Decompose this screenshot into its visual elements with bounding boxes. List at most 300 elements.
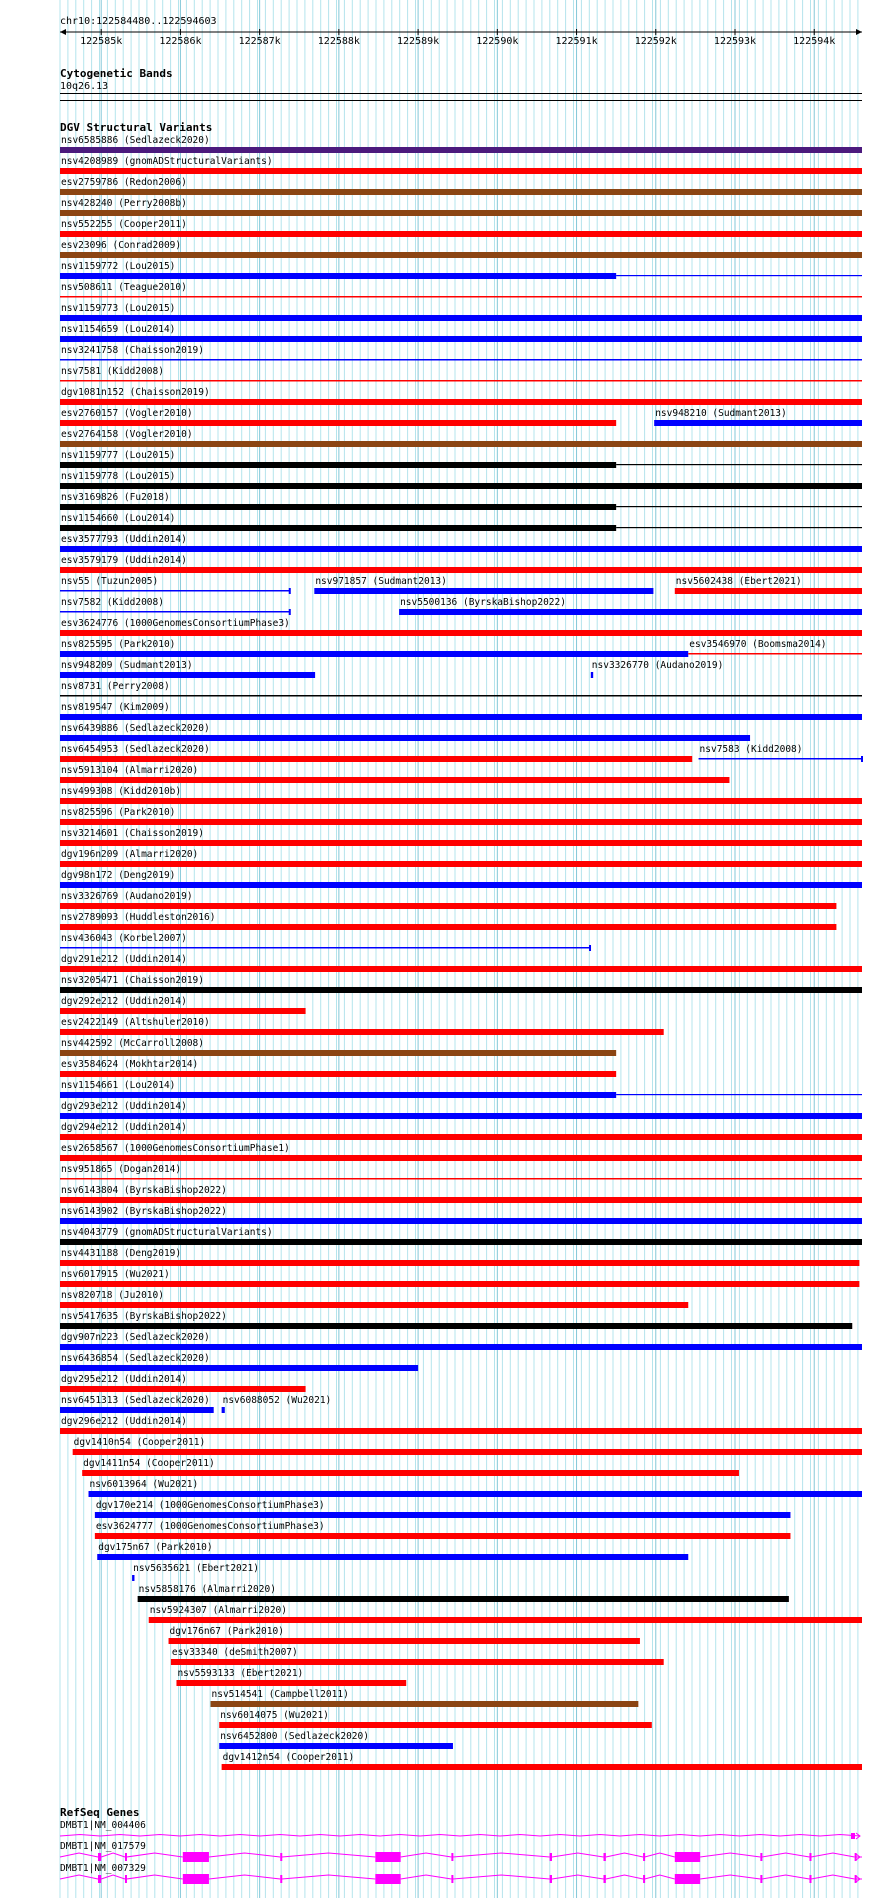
variant-line[interactable] [688, 653, 862, 655]
variant-bar[interactable] [60, 987, 862, 993]
variant-bar[interactable] [132, 1575, 134, 1581]
structural-variant[interactable] [176, 1668, 406, 1686]
structural-variant[interactable] [60, 1185, 862, 1203]
variant-row [60, 1206, 862, 1224]
variant-label: dgv294e212 (Uddin2014) [61, 1122, 187, 1133]
variant-row [169, 1626, 640, 1644]
structural-variant[interactable] [60, 1227, 862, 1245]
variant-line[interactable] [60, 695, 862, 697]
variant-row [60, 1059, 616, 1077]
variant-bar[interactable] [60, 630, 862, 636]
structural-variant[interactable] [95, 1521, 791, 1539]
variant-label: nsv6452800 (Sedlazeck2020) [220, 1731, 369, 1742]
variant-bar[interactable] [60, 1281, 859, 1287]
variant-bar[interactable] [60, 924, 836, 930]
variant-bar[interactable] [60, 1155, 862, 1161]
variant-row [60, 828, 862, 846]
structural-variant[interactable] [60, 1122, 862, 1140]
gene-exon[interactable] [125, 1853, 127, 1861]
variant-label: dgv1410n54 (Cooper2011) [73, 1437, 206, 1448]
variant-bar[interactable] [60, 1386, 306, 1392]
structural-variant[interactable] [60, 597, 291, 615]
variant-label: nsv948210 (Sudmant2013) [655, 408, 787, 419]
variant-label: nsv5417635 (ByrskaBishop2022) [61, 1311, 227, 1322]
variant-bar[interactable] [60, 231, 862, 237]
structural-variant[interactable] [60, 387, 862, 405]
variant-row [60, 849, 862, 867]
variant-bar[interactable] [60, 861, 862, 867]
variant-label: nsv971857 (Sudmant2013) [315, 576, 447, 587]
variant-label: esv2422149 (Altshuler2010) [61, 1017, 210, 1028]
variant-bar[interactable] [60, 1302, 688, 1308]
variant-row [60, 1353, 418, 1371]
variant-label: nsv951865 (Dogan2014) [61, 1164, 182, 1175]
gene-exon[interactable] [760, 1875, 762, 1883]
variant-bar[interactable] [60, 1050, 616, 1056]
variant-row [73, 1437, 862, 1455]
variant-label: esv3624777 (1000GenomesConsortiumPhase3) [95, 1521, 325, 1532]
gene-exon[interactable] [280, 1875, 282, 1883]
ruler-tick-label: 122587k [238, 36, 281, 47]
structural-variant[interactable] [60, 1101, 862, 1119]
variant-label: esv3579179 (Uddin2014) [61, 555, 187, 566]
variant-label: nsv6143902 (ByrskaBishop2022) [61, 1206, 227, 1217]
variant-label: esv23096 (Conrad2009) [61, 240, 182, 251]
variant-line[interactable] [699, 758, 862, 760]
variant-label: nsv436043 (Korbel2007) [61, 933, 187, 944]
variant-label: nsv5913104 (Almarri2020) [61, 765, 199, 776]
gene-exon[interactable] [760, 1853, 762, 1861]
variant-label: nsv1159778 (Lou2015) [61, 471, 176, 482]
variant-label: nsv552255 (Cooper2011) [61, 219, 187, 230]
ruler-tick-label: 122591k [555, 36, 598, 47]
ruler-tick-label: 122592k [634, 36, 677, 47]
variant-row [60, 387, 862, 405]
variant-label: dgv1411n54 (Cooper2011) [83, 1458, 215, 1469]
variant-label: dgv1081n152 (Chaisson2019) [61, 387, 210, 398]
structural-variant[interactable] [60, 534, 862, 552]
variant-label: nsv4431188 (Deng2019) [61, 1248, 182, 1259]
variant-bar[interactable] [176, 1680, 406, 1686]
variant-bar[interactable] [591, 672, 593, 678]
variant-label: dgv175n67 (Park2010) [98, 1542, 213, 1553]
variant-label: nsv6088052 (Wu2021) [222, 1395, 332, 1406]
variant-line[interactable] [60, 359, 862, 361]
gene-exon[interactable] [183, 1874, 209, 1884]
variant-bar[interactable] [399, 609, 862, 615]
variant-bar[interactable] [60, 567, 862, 573]
structural-variant[interactable] [169, 1626, 640, 1644]
variant-label: nsv1159777 (Lou2015) [61, 450, 176, 461]
variant-label: dgv292e212 (Uddin2014) [61, 996, 187, 1007]
variant-label: esv33340 (deSmith2007) [171, 1647, 298, 1658]
ruler-tick-label: 122586k [159, 36, 202, 47]
variant-label: nsv55 (Tuzun2005) [61, 576, 159, 587]
variant-bar[interactable] [60, 483, 862, 489]
variant-label: nsv3205471 (Chaisson2019) [61, 975, 204, 986]
variant-end-cap [289, 609, 291, 615]
variant-label: nsv6454953 (Sedlazeck2020) [61, 744, 210, 755]
variant-label: nsv3326770 (Audano2019) [591, 660, 724, 671]
gene-exon[interactable] [451, 1853, 453, 1861]
variant-row [60, 429, 862, 447]
variant-label: nsv1154659 (Lou2014) [61, 324, 176, 335]
variant-label: esv3584624 (Mokhtar2014) [61, 1059, 199, 1070]
variant-row [60, 156, 862, 174]
variant-row [60, 555, 862, 573]
structural-variant[interactable] [60, 828, 862, 846]
dgv-track-title: DGV Structural Variants [60, 121, 213, 134]
structural-variant[interactable] [60, 891, 836, 909]
variant-bar[interactable] [60, 882, 862, 888]
variant-bar[interactable] [60, 840, 862, 846]
variant-bar[interactable] [82, 1470, 739, 1476]
gene-exon[interactable] [643, 1853, 645, 1861]
variant-bar[interactable] [60, 546, 862, 552]
variant-bar[interactable] [60, 441, 862, 447]
variant-label: nsv5635621 (Ebert2021) [133, 1563, 259, 1574]
variant-line[interactable] [60, 590, 290, 592]
gene-exon[interactable] [643, 1875, 645, 1883]
variant-label: esv2764158 (Vogler2010) [61, 429, 193, 440]
variant-row [60, 1227, 862, 1245]
variant-line[interactable] [60, 296, 862, 298]
variant-label: dgv907n223 (Sedlazeck2020) [61, 1332, 210, 1343]
structural-variant[interactable] [60, 1416, 862, 1434]
gene-label: DMBT1|NM_007329 [60, 1863, 146, 1874]
variant-bar[interactable] [60, 399, 862, 405]
variant-bar[interactable] [60, 1323, 852, 1329]
variant-label: nsv499308 (Kidd2010b) [61, 786, 182, 797]
structural-variant[interactable] [60, 639, 688, 657]
variant-label: nsv819547 (Kim2009) [61, 702, 170, 713]
gene-exon[interactable] [550, 1853, 552, 1861]
gene-exon[interactable] [451, 1875, 453, 1883]
variant-label: esv2658567 (1000GenomesConsortiumPhase1) [61, 1143, 290, 1154]
variant-row [60, 1185, 862, 1203]
variant-label: nsv3169826 (Fu2018) [61, 492, 170, 503]
variant-bar[interactable] [60, 1365, 418, 1371]
variant-row [60, 135, 862, 153]
variant-bar[interactable] [60, 1029, 664, 1035]
structural-variant[interactable] [89, 1479, 862, 1497]
variant-bar[interactable] [97, 1554, 688, 1560]
structural-variant[interactable] [60, 849, 862, 867]
structural-variant[interactable] [60, 555, 862, 573]
variant-bar[interactable] [654, 420, 862, 426]
structural-variant[interactable] [97, 1542, 688, 1560]
gene-exon[interactable] [98, 1853, 101, 1861]
structural-variant[interactable] [132, 1563, 259, 1581]
variant-tail-line [616, 506, 862, 507]
variant-bar[interactable] [60, 777, 729, 783]
structural-variant[interactable] [60, 198, 862, 216]
structural-variant[interactable] [60, 1395, 214, 1413]
variant-bar[interactable] [60, 525, 616, 531]
variant-label: nsv1159773 (Lou2015) [61, 303, 176, 314]
variant-tail-line [616, 527, 862, 528]
structural-variant[interactable] [60, 576, 291, 594]
structural-variant[interactable] [591, 660, 724, 678]
variant-label: dgv98n172 (Deng2019) [61, 870, 176, 881]
variant-bar[interactable] [60, 336, 862, 342]
gene-exon[interactable] [851, 1833, 855, 1839]
variant-bar[interactable] [60, 1134, 862, 1140]
variant-row [60, 177, 862, 195]
variant-row [60, 618, 862, 636]
variant-bar[interactable] [95, 1512, 791, 1518]
variant-bar[interactable] [73, 1449, 862, 1455]
variant-row [211, 1689, 639, 1707]
variant-bar[interactable] [60, 1008, 306, 1014]
structural-variant[interactable] [60, 240, 862, 258]
variant-row [60, 198, 862, 216]
variant-bar[interactable] [60, 168, 862, 174]
variant-line[interactable] [60, 380, 862, 382]
variant-row [60, 975, 862, 993]
variant-row [60, 744, 863, 762]
variant-bar[interactable] [60, 504, 616, 510]
gene-exon[interactable] [675, 1874, 700, 1884]
variant-bar[interactable] [60, 756, 692, 762]
gene-exon[interactable] [809, 1853, 811, 1861]
variant-bar[interactable] [60, 189, 862, 195]
structural-variant[interactable] [222, 1395, 332, 1413]
variant-label: nsv8731 (Perry2008) [61, 681, 170, 692]
variant-bar[interactable] [138, 1596, 789, 1602]
variant-label: nsv7581 (Kidd2008) [61, 366, 164, 377]
structural-variant[interactable] [60, 1206, 862, 1224]
gene-exon[interactable] [280, 1853, 282, 1861]
variant-bar[interactable] [60, 1344, 862, 1350]
variant-label: nsv514541 (Campbell2011) [211, 1689, 349, 1700]
structural-variant[interactable] [699, 744, 863, 762]
structural-variant[interactable] [60, 1353, 418, 1371]
structural-variant[interactable] [60, 1332, 862, 1350]
variant-label: nsv7583 (Kidd2008) [699, 744, 803, 755]
variant-bar[interactable] [60, 1092, 616, 1098]
structural-variant[interactable] [60, 954, 862, 972]
variant-label: nsv948209 (Sudmant2013) [61, 660, 193, 671]
structural-variant[interactable] [60, 618, 862, 636]
variant-bar[interactable] [171, 1659, 664, 1665]
structural-variant[interactable] [60, 429, 862, 447]
variant-label: nsv3214601 (Chaisson2019) [61, 828, 204, 839]
structural-variant[interactable] [60, 996, 306, 1014]
variant-row [176, 1668, 406, 1686]
variant-bar[interactable] [675, 588, 862, 594]
variant-bar[interactable] [219, 1722, 652, 1728]
variant-label: nsv4043779 (gnomADStructuralVariants) [61, 1227, 273, 1238]
variant-bar[interactable] [60, 462, 616, 468]
structural-variant[interactable] [314, 576, 653, 594]
variant-line[interactable] [60, 947, 590, 949]
variant-label: nsv825595 (Park2010) [61, 639, 176, 650]
structural-variant[interactable] [399, 597, 862, 615]
gene-exon[interactable] [675, 1852, 700, 1862]
variant-bar[interactable] [60, 210, 862, 216]
variant-end-cap [589, 945, 591, 951]
structural-variant[interactable] [60, 135, 862, 153]
gene-exon[interactable] [809, 1875, 811, 1883]
variant-bar[interactable] [89, 1491, 862, 1497]
variant-label: nsv825596 (Park2010) [61, 807, 176, 818]
variant-bar[interactable] [314, 588, 653, 594]
variant-label: nsv1159772 (Lou2015) [61, 261, 176, 272]
variant-label: esv3624776 (1000GenomesConsortiumPhase3) [61, 618, 290, 629]
structural-variant[interactable] [60, 1290, 688, 1308]
gene-exon[interactable] [603, 1853, 605, 1861]
variant-tail-line [616, 464, 862, 465]
variant-row [60, 1395, 331, 1413]
gene-exon[interactable] [125, 1875, 127, 1883]
variant-bar[interactable] [60, 252, 862, 258]
variant-label: dgv1412n54 (Cooper2011) [222, 1752, 355, 1763]
variant-row [82, 1458, 739, 1476]
variant-row [60, 723, 750, 741]
variant-row [60, 933, 591, 951]
variant-label: nsv6013964 (Wu2021) [89, 1479, 199, 1490]
variant-label: nsv4208989 (gnomADStructuralVariants) [61, 156, 273, 167]
variant-row [60, 534, 862, 552]
variant-bar[interactable] [222, 1764, 862, 1770]
structural-variant[interactable] [60, 786, 862, 804]
structural-variant[interactable] [60, 1059, 616, 1077]
variant-label: esv2760157 (Vogler2010) [61, 408, 193, 419]
variant-row [60, 1143, 862, 1161]
variant-row [60, 891, 836, 909]
variant-bar[interactable] [60, 966, 862, 972]
variant-bar[interactable] [60, 147, 862, 153]
variant-bar[interactable] [149, 1617, 862, 1623]
variant-tail-line [616, 275, 862, 276]
refseq-track-title: RefSeq Genes [60, 1806, 140, 1819]
variant-row [60, 1311, 852, 1329]
variant-bar[interactable] [60, 903, 836, 909]
structural-variant[interactable] [82, 1458, 739, 1476]
variant-bar[interactable] [95, 1533, 791, 1539]
variant-row [60, 1374, 306, 1392]
variant-label: nsv820718 (Ju2010) [61, 1290, 164, 1301]
gene-exon[interactable] [98, 1875, 101, 1883]
variant-bar[interactable] [60, 1218, 862, 1224]
variant-row [60, 996, 306, 1014]
variant-label: nsv5602438 (Ebert2021) [675, 576, 802, 587]
variant-bar[interactable] [60, 1197, 862, 1203]
variant-bar[interactable] [60, 1071, 616, 1077]
variant-bar[interactable] [169, 1638, 640, 1644]
variant-bar[interactable] [60, 714, 862, 720]
gene-exon[interactable] [183, 1852, 209, 1862]
variant-bar[interactable] [60, 1113, 862, 1119]
variant-row [60, 240, 862, 258]
structural-variant[interactable] [60, 177, 862, 195]
variant-bar[interactable] [60, 672, 315, 678]
variant-bar[interactable] [60, 315, 862, 321]
gene-label: DMBT1|NM_017579 [60, 1841, 146, 1852]
structural-variant[interactable] [60, 912, 836, 930]
ruler-tick-label: 122589k [397, 36, 440, 47]
variant-bar[interactable] [60, 420, 616, 426]
structural-variant[interactable] [73, 1437, 862, 1455]
variant-bar[interactable] [60, 1260, 859, 1266]
structural-variant[interactable] [211, 1689, 639, 1707]
structural-variant[interactable] [60, 219, 862, 237]
variant-line[interactable] [60, 611, 290, 613]
structural-variant[interactable] [95, 1500, 791, 1518]
gene-exon[interactable] [550, 1875, 552, 1883]
variant-row [60, 1122, 862, 1140]
variant-end-cap [289, 588, 291, 594]
variant-row [89, 1479, 862, 1497]
variant-bar[interactable] [211, 1701, 639, 1707]
structural-variant[interactable] [60, 723, 750, 741]
variant-bar[interactable] [60, 1239, 862, 1245]
variant-row [60, 1416, 862, 1434]
structural-variant[interactable] [60, 1143, 862, 1161]
variant-bar[interactable] [60, 735, 750, 741]
structural-variant[interactable] [654, 408, 862, 426]
variant-bar[interactable] [60, 273, 616, 279]
structural-variant[interactable] [60, 975, 862, 993]
structural-variant[interactable] [60, 156, 862, 174]
variant-row [60, 954, 862, 972]
ruler-track [60, 16, 862, 47]
structural-variant[interactable] [60, 933, 591, 951]
structural-variant[interactable] [219, 1710, 652, 1728]
gene-exon[interactable] [375, 1852, 400, 1862]
structural-variant[interactable] [60, 1374, 306, 1392]
variant-label: nsv7582 (Kidd2008) [61, 597, 164, 608]
cytobands-title: Cytogenetic Bands [60, 67, 173, 80]
variant-end-cap [861, 756, 863, 762]
structural-variant[interactable] [60, 408, 616, 426]
variant-label: dgv296e212 (Uddin2014) [61, 1416, 187, 1427]
ruler-tick-label: 122585k [80, 36, 123, 47]
structural-variant[interactable] [60, 1311, 852, 1329]
variant-bar[interactable] [219, 1743, 453, 1749]
variant-bar[interactable] [60, 651, 688, 657]
variant-label: nsv1154660 (Lou2014) [61, 513, 176, 524]
variant-row [60, 1101, 862, 1119]
variant-row [60, 1332, 862, 1350]
ruler-left-arrow-icon [60, 29, 66, 35]
gene-exon[interactable] [603, 1875, 605, 1883]
variant-row [95, 1521, 791, 1539]
variant-row [97, 1542, 688, 1560]
variant-bar[interactable] [222, 1407, 225, 1413]
structural-variant[interactable] [60, 1038, 616, 1056]
variant-row [60, 1290, 688, 1308]
variant-label: nsv6143804 (ByrskaBishop2022) [61, 1185, 227, 1196]
variant-label: nsv6436854 (Sedlazeck2020) [61, 1353, 210, 1364]
structural-variant[interactable] [60, 660, 315, 678]
variant-line[interactable] [60, 1178, 862, 1180]
variant-label: nsv6585886 (Sedlazeck2020) [61, 135, 210, 146]
structural-variant[interactable] [688, 639, 862, 655]
variant-label: nsv6451313 (Sedlazeck2020) [61, 1395, 210, 1406]
gene-exon[interactable] [375, 1874, 400, 1884]
variant-bar[interactable] [60, 1428, 862, 1434]
variant-bar[interactable] [60, 1407, 214, 1413]
variant-bar[interactable] [60, 819, 862, 825]
variant-label: nsv3326769 (Audano2019) [61, 891, 193, 902]
variant-label: esv2759786 (Redon2006) [61, 177, 187, 188]
variant-row [60, 408, 862, 426]
locus-label: chr10:122584480..122594603 [60, 16, 217, 27]
variant-row [60, 786, 862, 804]
variant-bar[interactable] [60, 798, 862, 804]
